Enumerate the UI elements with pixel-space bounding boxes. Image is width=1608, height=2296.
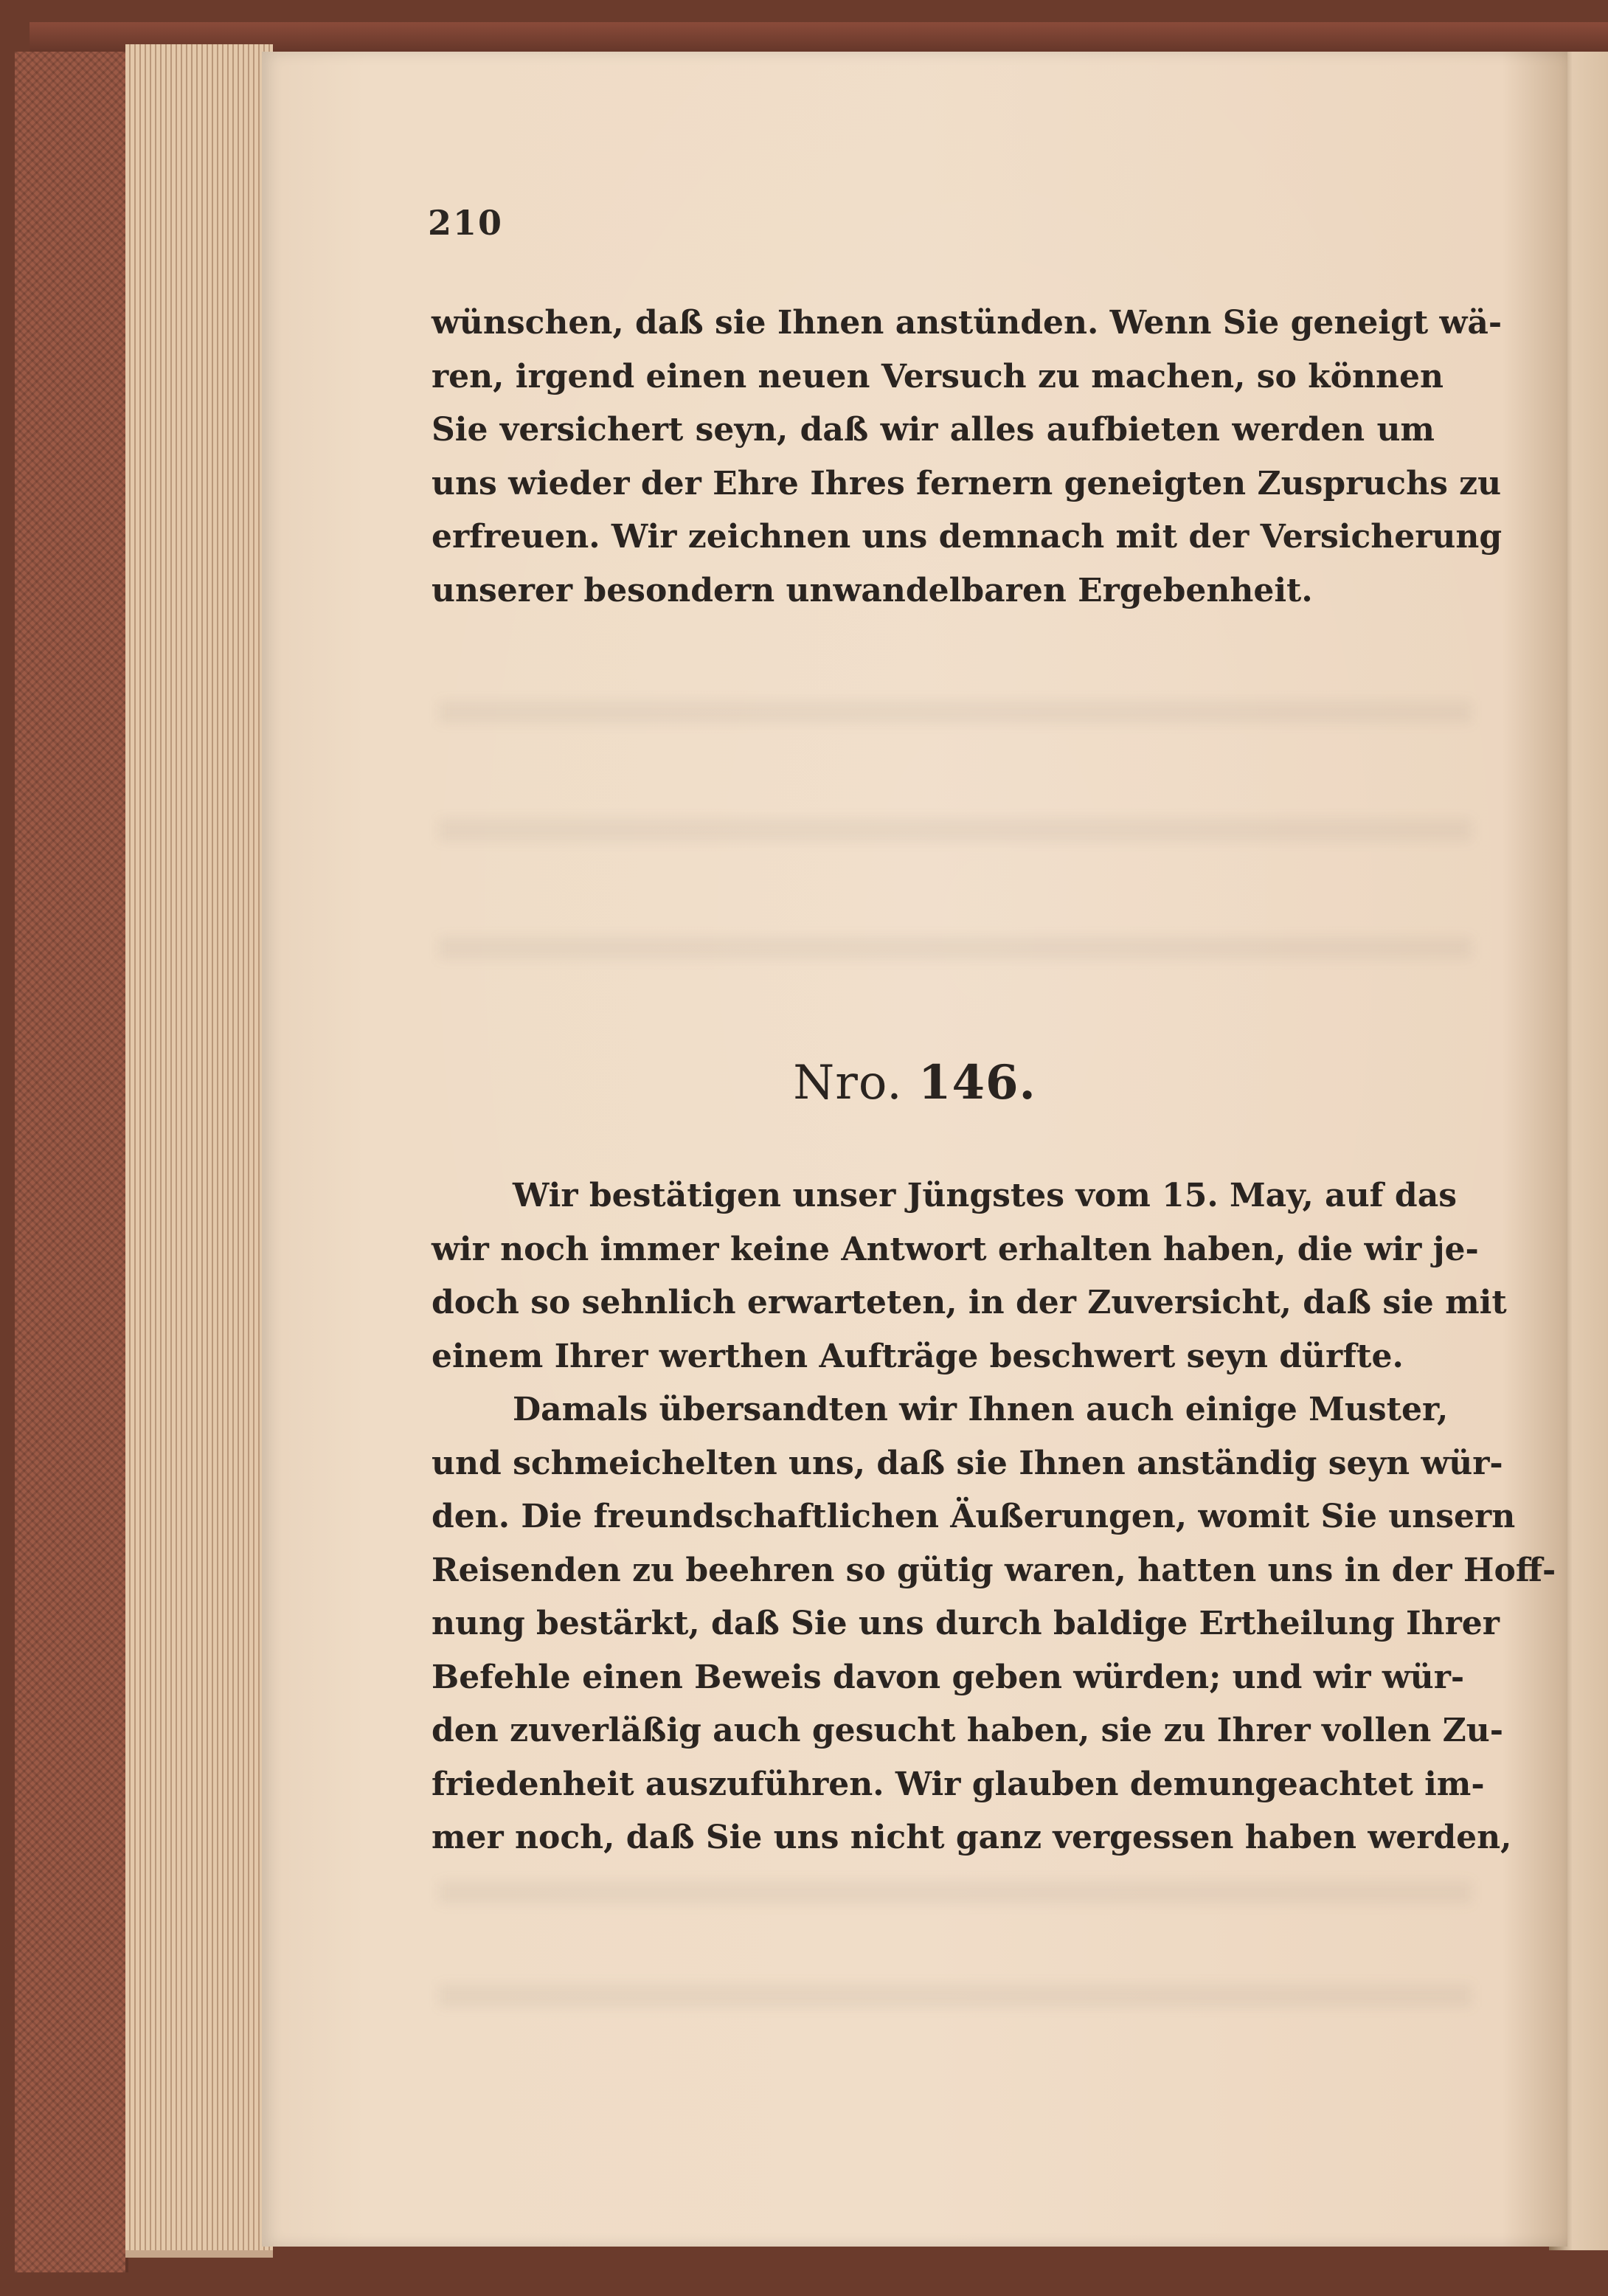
text-line: wir noch immer keine Antwort erhalten haben, die wir je- (432, 1230, 1479, 1268)
text-line: friedenheit auszuführen. Wir glauben demungeachtet im- (432, 1765, 1485, 1803)
text-line: Befehle einen Beweis davon geben würden; und wir wür- (432, 1658, 1465, 1696)
text-line: den zuverläßig auch gesucht haben, sie zu Ihrer vollen Zu- (432, 1712, 1504, 1749)
book-spine (15, 52, 128, 2272)
top-paragraph (432, 297, 1503, 618)
text-line: Sie versichert seyn, daß wir alles aufbieten werden um (432, 411, 1435, 449)
text-line: Wir bestätigen unser Jüngstes vom 15. May, auf das (513, 1177, 1457, 1214)
section-paragraph-1 (432, 1169, 1507, 1383)
show-through (439, 937, 1472, 959)
text-line: einem Ihrer werthen Aufträge beschwert seyn dürfte. (432, 1337, 1404, 1375)
text-line: den. Die freundschaftlichen Äußerungen, womit Sie unsern (432, 1498, 1516, 1535)
book-page (262, 52, 1567, 2247)
text-line: wünschen, daß sie Ihnen anstünden. Wenn Sie geneigt wä- (432, 304, 1503, 342)
show-through (439, 1985, 1472, 2007)
heading-number: 146. (918, 1055, 1036, 1110)
page-content (262, 52, 1567, 2247)
text-line: Reisenden zu beehren so gütig waren, hatten uns in der Hoff- (432, 1551, 1556, 1589)
text-line: erfreuen. Wir zeichnen uns demnach mit der Versicherung (432, 518, 1503, 556)
text-line: nung bestärkt, daß Sie uns durch baldige Ertheilung Ihrer (432, 1605, 1500, 1642)
show-through (439, 1881, 1472, 1903)
text-line: mer noch, daß Sie uns nicht ganz vergessen haben werden, (432, 1819, 1512, 1856)
show-through (439, 819, 1472, 841)
page-number: 210 (428, 203, 504, 243)
text-line: Damals übersandten wir Ihnen auch einige Muster, (513, 1391, 1449, 1428)
text-line: doch so sehnlich erwarteten, in der Zuversicht, daß sie mit (432, 1284, 1507, 1321)
section-paragraph-2 (432, 1383, 1556, 1865)
section-heading (262, 1055, 1567, 1110)
text-line: uns wieder der Ehre Ihres fernern geneigten Zuspruchs zu (432, 464, 1502, 502)
heading-prefix: Nro. (793, 1056, 903, 1110)
text-line: ren, irgend einen neuen Versuch zu machen, so können (432, 357, 1444, 395)
show-through (439, 701, 1472, 723)
text-line: und schmeichelten uns, daß sie Ihnen anständig seyn wür- (432, 1444, 1503, 1482)
page-edges (125, 44, 273, 2258)
text-line: unserer besondern unwandelbaren Ergebenheit. (432, 571, 1313, 609)
